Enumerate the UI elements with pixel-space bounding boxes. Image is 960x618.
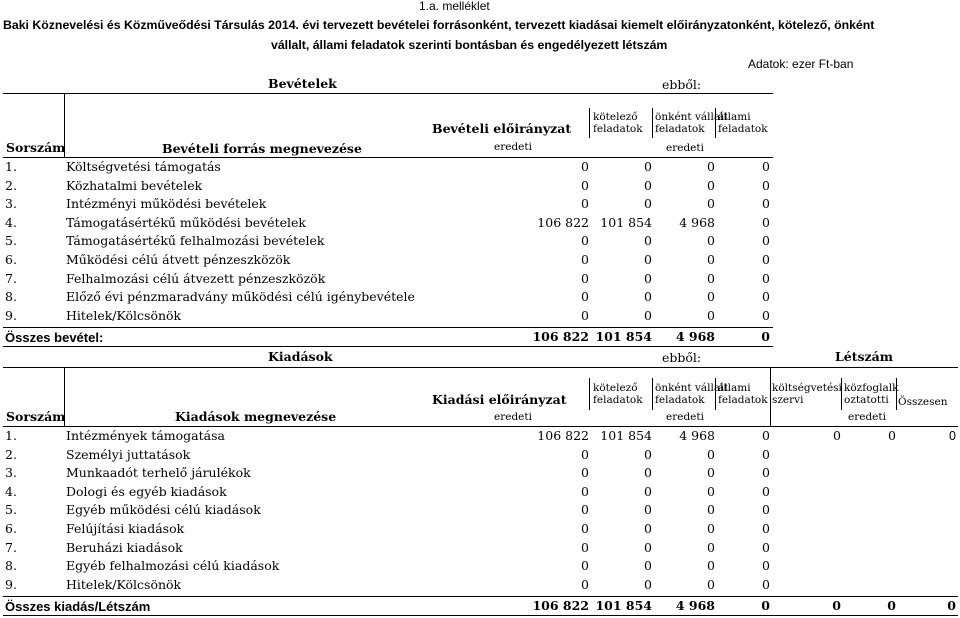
document-title-line2: vállalt, állami feladatok szerinti bontásban és engedélyezett létszám [271, 38, 668, 52]
row-number: 8. [5, 558, 17, 574]
expense-total-top-rule [3, 596, 958, 597]
annex-label: 1.a. melléklet [419, 0, 490, 13]
income-col-sorszam: Sorszám [6, 140, 66, 155]
value-onkent: 4 968 [679, 214, 715, 230]
value-onkent: 0 [707, 252, 715, 267]
expense-col-eloiranyzat: Kiadási előirányzat [432, 392, 567, 407]
row-number: 9. [5, 307, 17, 323]
income-row [0, 159, 960, 175]
value-onkent: 0 [707, 196, 715, 212]
income-eredeti-label-2: eredeti [666, 142, 704, 154]
value-eloiranyzat: 106 822 [537, 214, 589, 230]
income-row [0, 271, 960, 287]
value-kotelezo: 101 854 [600, 428, 652, 443]
value-eloiranyzat: 0 [581, 159, 589, 174]
row-name: Dologi és egyéb kiadások [66, 483, 227, 499]
row-name: Támogatásértékű felhalmozási bevételek [66, 233, 325, 249]
row-number: 4. [5, 214, 17, 230]
value-eloiranyzat: 106 822 [537, 428, 589, 443]
expense-row [0, 447, 960, 463]
row-name: Munkaadót terhelő járulékok [66, 465, 251, 481]
row-number: 4. [5, 483, 17, 499]
value-kotelezo: 0 [644, 558, 652, 574]
value-kotelezo: 0 [644, 576, 652, 592]
value-kozfoglalk: 0 [888, 428, 896, 443]
value-onkent: 0 [707, 521, 715, 536]
expense-total-osszesen: 0 [947, 598, 956, 613]
row-number: 5. [5, 233, 17, 249]
expense-total-onkent: 4 968 [675, 598, 715, 613]
value-allami: 0 [762, 428, 770, 443]
income-section-title: Bevételek [268, 76, 337, 91]
row-number: 1. [5, 428, 17, 443]
income-total-bottom-rule [3, 346, 773, 347]
value-onkent: 0 [707, 289, 715, 305]
value-allami: 0 [762, 214, 770, 230]
value-eloiranyzat: 0 [581, 502, 589, 518]
expense-row [0, 502, 960, 518]
expense-col-onkent: önként vállalt feladatok [655, 382, 728, 406]
value-onkent: 0 [707, 502, 715, 518]
value-onkent: 0 [707, 233, 715, 249]
value-onkent: 0 [707, 465, 715, 481]
value-onkent: 0 [707, 270, 715, 286]
expense-header-onkent-rule [652, 378, 653, 410]
income-total-top-rule [3, 327, 773, 328]
expense-total-label: Összes kiadás/Létszám [5, 599, 151, 614]
value-onkent: 0 [707, 539, 715, 555]
value-allami: 0 [762, 233, 770, 249]
row-name: Intézmények támogatása [66, 428, 225, 443]
row-name: Közhatalmi bevételek [66, 177, 203, 193]
income-total-onkent: 4 968 [675, 329, 715, 344]
row-number: 7. [5, 270, 17, 286]
income-col-onkent: önként vállalt feladatok [655, 111, 728, 135]
value-allami: 0 [762, 558, 770, 574]
income-col-allami: állami feladatok [718, 111, 768, 135]
value-eloiranyzat: 0 [581, 558, 589, 574]
value-eloiranyzat: 0 [581, 307, 589, 323]
value-allami: 0 [762, 521, 770, 536]
value-onkent: 0 [707, 446, 715, 462]
value-allami: 0 [762, 446, 770, 462]
value-allami: 0 [762, 252, 770, 267]
value-allami: 0 [762, 502, 770, 518]
value-eloiranyzat: 0 [581, 521, 589, 536]
row-name: Beruházi kiadások [66, 539, 183, 555]
value-eloiranyzat: 0 [581, 196, 589, 212]
row-number: 2. [5, 177, 17, 193]
expense-col-allami: állami feladatok [718, 382, 768, 406]
expense-header-koltsegvetesi-rule [770, 367, 771, 427]
value-onkent: 4 968 [679, 428, 715, 443]
value-allami: 0 [762, 289, 770, 305]
expense-row [0, 428, 960, 444]
row-name: Egyéb felhalmozási célú kiadások [66, 558, 280, 574]
income-total-row [0, 329, 960, 345]
row-number: 7. [5, 539, 17, 555]
income-row [0, 233, 960, 249]
value-eloiranyzat: 0 [581, 233, 589, 249]
value-eloiranyzat: 0 [581, 289, 589, 305]
value-kotelezo: 0 [644, 307, 652, 323]
value-kotelezo: 0 [644, 270, 652, 286]
value-kotelezo: 0 [644, 502, 652, 518]
unit-note: Adatok: ezer Ft-ban [748, 57, 854, 71]
expense-section-title: Kiadások [268, 349, 333, 364]
row-name: Költségvetési támogatás [66, 159, 221, 174]
expense-total-bottom-rule [3, 615, 958, 616]
expense-total-koltsegvetesi: 0 [832, 598, 841, 613]
expense-total-eloiranyzat: 106 822 [532, 598, 589, 613]
value-kotelezo: 0 [644, 521, 652, 536]
income-col-eloiranyzat: Bevételi előirányzat [432, 121, 572, 136]
expense-total-kozfoglalk: 0 [887, 598, 896, 613]
row-name: Felújítási kiadások [66, 521, 185, 536]
row-number: 6. [5, 521, 17, 536]
row-name: Előző évi pénzmaradvány működési célú igénybevétele [66, 289, 415, 305]
value-allami: 0 [762, 270, 770, 286]
value-onkent: 0 [707, 177, 715, 193]
value-eloiranyzat: 0 [581, 446, 589, 462]
value-koltsegvetesi: 0 [833, 428, 841, 443]
row-number: 1. [5, 159, 17, 174]
document-title-line1: Baki Köznevelési és Közműveődési Társulás 2014. évi tervezett bevételei forrásonként, tervezett kiadásai kiemelt előirányzatonként, kötelező, önként [3, 18, 875, 32]
expense-col-kozfoglalk: közfoglalk oztatotti [844, 382, 899, 406]
expense-row [0, 465, 960, 481]
row-number: 9. [5, 576, 17, 592]
expense-total-allami: 0 [761, 598, 770, 613]
value-kotelezo: 0 [644, 446, 652, 462]
income-ebbol-label: ebből: [662, 77, 702, 92]
row-number: 2. [5, 446, 17, 462]
income-eredeti-label: eredeti [494, 141, 532, 153]
row-name: Intézményi működési bevételek [66, 196, 267, 212]
value-kotelezo: 0 [644, 159, 652, 174]
row-name: Felhalmozási célú átvezett pénzeszközök [66, 270, 326, 286]
value-eloiranyzat: 0 [581, 252, 589, 267]
row-name: Működési célú átvett pénzeszközök [66, 252, 291, 267]
value-allami: 0 [762, 465, 770, 481]
value-kotelezo: 0 [644, 252, 652, 267]
income-total-eloiranyzat: 106 822 [532, 329, 589, 344]
value-osszesen: 0 [949, 429, 956, 443]
income-total-label: Összes bevétel: [5, 330, 104, 345]
value-onkent: 0 [707, 576, 715, 592]
row-name: Hitelek/Kölcsönök [66, 576, 182, 592]
value-kotelezo: 0 [644, 483, 652, 499]
expense-col-koltsegvetesi: költségvetési szervi [772, 382, 842, 406]
expense-letszam-label: Létszám [835, 349, 893, 364]
expense-ebbol-label: ebből: [662, 350, 702, 365]
value-kotelezo: 0 [644, 539, 652, 555]
expense-row [0, 577, 960, 593]
income-col-name: Bevételi forrás megnevezése [162, 141, 362, 156]
value-eloiranyzat: 0 [581, 177, 589, 193]
income-header-top-rule [3, 93, 773, 94]
income-total-allami: 0 [761, 329, 770, 344]
income-row [0, 308, 960, 324]
expense-row [0, 484, 960, 500]
value-eloiranyzat: 0 [581, 576, 589, 592]
value-allami: 0 [762, 196, 770, 212]
row-number: 3. [5, 465, 17, 481]
value-kotelezo: 0 [644, 196, 652, 212]
value-onkent: 0 [707, 558, 715, 574]
income-row [0, 252, 960, 268]
value-kotelezo: 101 854 [600, 214, 652, 230]
expense-col-name: Kiadások megnevezése [175, 409, 337, 424]
income-row [0, 215, 960, 231]
value-kotelezo: 0 [644, 177, 652, 193]
expense-row [0, 540, 960, 556]
value-onkent: 0 [707, 483, 715, 499]
row-number: 6. [5, 252, 17, 267]
expense-col-osszesen: Összesen [898, 396, 948, 408]
expense-eredeti-label: eredeti [494, 411, 532, 423]
row-number: 3. [5, 196, 17, 212]
row-number: 8. [5, 289, 17, 305]
value-allami: 0 [762, 159, 770, 174]
value-allami: 0 [762, 539, 770, 555]
value-kotelezo: 0 [644, 233, 652, 249]
value-allami: 0 [762, 307, 770, 323]
value-kotelezo: 0 [644, 465, 652, 481]
row-name: Hitelek/Kölcsönök [66, 307, 182, 323]
expense-row [0, 558, 960, 574]
expense-header-bottom-rule [3, 426, 958, 427]
value-kotelezo: 0 [644, 289, 652, 305]
income-row [0, 196, 960, 212]
expense-row [0, 521, 960, 537]
row-name: Egyéb működési célú kiadások [66, 502, 261, 518]
income-row [0, 178, 960, 194]
value-allami: 0 [762, 483, 770, 499]
expense-eredeti-label-2: eredeti [666, 411, 704, 423]
value-eloiranyzat: 0 [581, 483, 589, 499]
value-eloiranyzat: 0 [581, 465, 589, 481]
value-onkent: 0 [707, 159, 715, 174]
row-name: Személyi juttatások [66, 446, 191, 462]
value-eloiranyzat: 0 [581, 539, 589, 555]
value-eloiranyzat: 0 [581, 270, 589, 286]
expense-total-row [0, 598, 960, 614]
expense-col-kotelezo: kötelező feladatok [593, 382, 643, 406]
expense-eredeti-label-3: eredeti [848, 411, 886, 423]
income-total-kotelezo: 101 854 [595, 329, 652, 344]
value-allami: 0 [762, 576, 770, 592]
row-name: Támogatásértékű működési bevételek [66, 214, 306, 230]
value-onkent: 0 [707, 307, 715, 323]
income-header-onkent-rule [652, 108, 653, 138]
expense-col-sorszam: Sorszám [6, 409, 66, 424]
expense-header-top-rule [3, 367, 958, 368]
expense-header-kotelezo-rule [589, 378, 590, 410]
income-col-kotelezo: kötelező feladatok [593, 111, 643, 135]
income-header-kotelezo-rule [589, 108, 590, 138]
income-header-bottom-rule [3, 157, 773, 158]
value-allami: 0 [762, 177, 770, 193]
row-number: 5. [5, 502, 17, 518]
income-row [0, 289, 960, 305]
expense-total-kotelezo: 101 854 [595, 598, 652, 613]
